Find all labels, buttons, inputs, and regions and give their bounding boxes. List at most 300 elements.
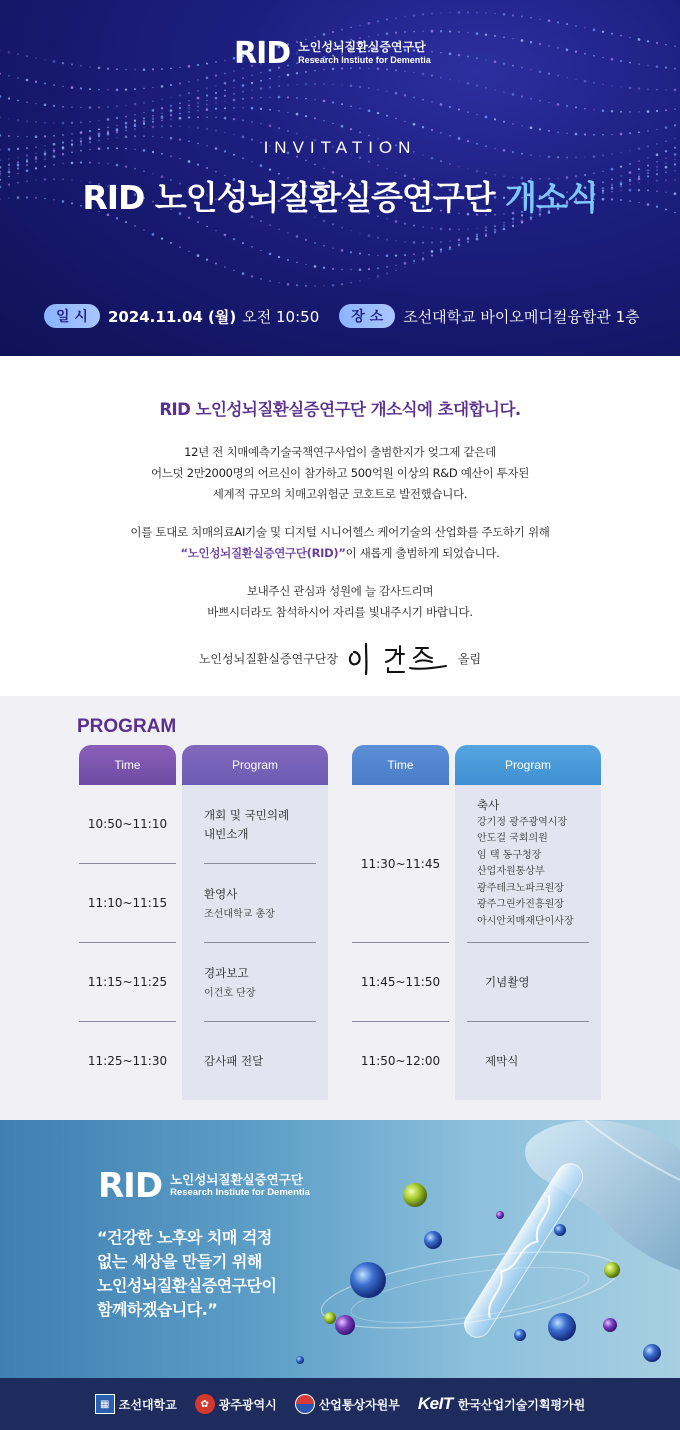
wave-dot <box>215 61 217 63</box>
wave-dot <box>611 85 613 87</box>
wave-dot <box>44 159 45 160</box>
wave-dot <box>386 239 388 241</box>
wave-dot <box>584 108 586 110</box>
wave-dot <box>440 76 442 78</box>
wave-dot <box>107 118 110 121</box>
wave-dot <box>512 14 514 16</box>
wave-dot <box>278 127 280 129</box>
wave-dot <box>233 87 234 88</box>
wave-dot <box>215 130 217 132</box>
wave-dot <box>323 168 324 169</box>
wave-dot <box>422 241 424 243</box>
wave-dot <box>287 84 289 86</box>
wave-dot <box>161 113 162 114</box>
wave-dot <box>17 119 20 122</box>
wave-dot <box>449 12 450 13</box>
wave-dot <box>422 252 423 253</box>
wave-dot <box>440 52 441 53</box>
university-emblem-icon: ▦ <box>95 1394 115 1414</box>
wave-dot <box>269 124 272 127</box>
wave-dot <box>656 65 659 68</box>
wave-dot <box>35 161 37 163</box>
wave-dot <box>215 230 216 231</box>
wave-dot <box>296 113 299 116</box>
wave-dot <box>611 134 612 135</box>
wave-dot <box>377 89 379 91</box>
wave-dot <box>89 130 91 132</box>
wave-dot <box>449 106 451 108</box>
wave-dot <box>62 163 63 164</box>
wave-dot <box>26 159 28 161</box>
wave-dot <box>26 101 28 103</box>
wave-dot <box>377 20 379 22</box>
wave-dot <box>251 82 253 84</box>
wave-dot <box>125 166 127 168</box>
wave-dot <box>422 258 425 261</box>
wave-dot <box>422 73 425 76</box>
wave-dot <box>395 269 397 271</box>
wave-dot <box>647 88 649 90</box>
wave-dot <box>422 99 424 101</box>
wave-dot <box>143 112 144 113</box>
logo-name-en: Research Instiute for Dementia <box>298 55 431 66</box>
wave-dot <box>305 83 308 86</box>
wave-dot <box>521 16 523 18</box>
wave-dot <box>116 125 117 126</box>
wave-dot <box>188 100 189 101</box>
wave-dot <box>323 120 325 122</box>
wave-dot <box>638 131 640 133</box>
wave-dot <box>575 106 577 108</box>
wave-dot <box>647 110 650 113</box>
body-line: 어느덧 2만2000명의 어르신이 참가하고 500억원 이상의 R&D 예산이 투자된 <box>150 466 530 480</box>
wave-dot <box>125 127 126 128</box>
wave-dot <box>287 74 290 77</box>
wave-dot <box>503 225 505 227</box>
wave-dot <box>197 79 198 80</box>
wave-dot <box>404 262 407 265</box>
wave-dot <box>359 86 361 88</box>
wave-dot <box>350 84 353 87</box>
wave-dot <box>8 167 9 168</box>
wave-dot <box>8 169 10 171</box>
wave-dot <box>152 100 154 102</box>
wave-dot <box>215 102 217 104</box>
wave-dot <box>377 267 379 269</box>
program-cell: 감사패 전달 <box>204 1054 264 1068</box>
wave-dot <box>395 265 396 266</box>
wave-dot <box>629 37 630 38</box>
wave-dot <box>665 162 667 164</box>
wave-dot <box>359 233 360 234</box>
wave-dot <box>170 109 173 112</box>
wave-dot <box>278 256 280 258</box>
wave-dot <box>71 122 73 124</box>
wave-dot <box>557 131 559 133</box>
body-line: 이를 토대로 치매의료AI기술 및 디지털 시니어헬스 케어기술의 산업화를 주도하기 위해 <box>130 525 550 539</box>
wave-dot <box>197 163 199 165</box>
wave-dot <box>224 266 226 268</box>
wave-dot <box>314 164 316 166</box>
wave-dot <box>566 77 568 79</box>
wave-dot <box>161 125 163 127</box>
wave-dot <box>503 121 505 123</box>
wave-dot <box>521 220 524 223</box>
wave-dot <box>440 250 442 252</box>
wave-dot <box>224 107 226 109</box>
wave-dot <box>89 121 91 123</box>
wave-dot <box>431 74 433 76</box>
wave-dot <box>413 253 415 255</box>
wave-dot <box>269 97 270 98</box>
wave-dot <box>350 251 352 253</box>
wave-dot <box>620 86 621 87</box>
wave-dot <box>98 89 100 91</box>
wave-dot <box>566 133 567 134</box>
wave-dot <box>8 51 11 54</box>
wave-dot <box>368 160 370 162</box>
wave-dot <box>404 31 406 33</box>
wave-dot <box>485 59 486 60</box>
wave-dot <box>494 118 496 120</box>
program-table-right <box>352 745 601 1100</box>
wave-dot <box>17 161 19 163</box>
wave-dot <box>44 122 46 124</box>
time-cell: 11:45~11:50 <box>360 975 441 989</box>
wave-dot <box>431 228 432 229</box>
body-line: 12년 전 치매예측기술국책연구사업이 출범한지가 엊그제 같은데 <box>184 445 496 459</box>
wave-dot <box>404 121 405 122</box>
wave-dot <box>332 123 333 124</box>
wave-dot <box>269 280 271 282</box>
wave-dot <box>134 103 137 106</box>
wave-dot <box>440 228 443 231</box>
wave-dot <box>485 226 488 229</box>
wave-dot <box>350 105 352 107</box>
wave-dot <box>485 229 487 231</box>
wave-dot <box>17 167 19 169</box>
wave-dot <box>188 251 189 252</box>
highlight-org-name: “노인성뇌질환실증연구단(RID)” <box>180 546 346 560</box>
wave-dot <box>458 238 461 241</box>
wave-dot <box>431 254 433 256</box>
wave-dot <box>368 268 370 270</box>
wave-dot <box>467 237 470 240</box>
wave-dot <box>269 224 271 226</box>
wave-dot <box>386 19 388 21</box>
wave-dot <box>314 83 316 85</box>
wave-dot <box>431 101 432 102</box>
wave-dot <box>224 117 227 120</box>
wave-dot <box>224 95 226 97</box>
wave-dot <box>548 130 550 132</box>
wave-dot <box>251 275 253 277</box>
wave-dot <box>458 242 459 243</box>
wave-dot <box>188 65 191 68</box>
wave-dot <box>53 105 55 107</box>
wave-dot <box>278 282 279 283</box>
wave-dot <box>206 88 208 90</box>
wave-dot <box>323 100 326 103</box>
keit-logo-mark: KeIT <box>417 1394 453 1413</box>
wave-dot <box>278 85 280 87</box>
wave-dot <box>8 97 10 99</box>
wave-dot <box>395 17 397 19</box>
wave-dot <box>476 84 478 86</box>
wave-dot <box>485 34 487 36</box>
wave-dot <box>467 168 468 169</box>
wave-dot <box>26 55 28 57</box>
wave-dot <box>359 280 361 282</box>
event-info <box>44 304 640 328</box>
wave-dot <box>179 67 180 68</box>
wave-dot <box>485 235 487 237</box>
wave-dot <box>530 41 532 43</box>
wave-dot <box>179 113 181 115</box>
hero-title-main: RID 노인성뇌질환실증연구단 <box>82 178 495 217</box>
wave-dot <box>332 223 334 225</box>
wave-dot <box>503 92 504 93</box>
wave-dot <box>305 115 307 117</box>
program-cell: 축사 강기정 광주광역시장 안도걸 국회의원 임 택 동구청장 산업자원통상부 광주테크노파크원장 광주그린카진흥원장 아시안치매재단이사장 <box>477 797 574 927</box>
time-cell: 11:50~12:00 <box>360 1054 441 1068</box>
wave-dot <box>107 163 108 164</box>
wave-dot <box>386 272 388 274</box>
wave-dot <box>620 111 622 113</box>
wave-dot <box>161 107 163 109</box>
wave-dot <box>197 116 199 118</box>
wave-dot <box>62 122 65 125</box>
wave-dot <box>404 16 405 17</box>
wave-dot <box>395 220 398 223</box>
wave-dot <box>251 246 253 248</box>
wave-dot <box>206 116 208 118</box>
wave-dot <box>413 260 415 262</box>
wave-dot <box>233 79 235 81</box>
wave-dot <box>431 242 433 244</box>
wave-dot <box>359 25 360 26</box>
wave-dot <box>143 68 146 71</box>
wave-dot <box>476 12 478 14</box>
wave-dot <box>530 98 532 100</box>
sponsor-motie: 산업통상자원부 <box>295 1394 400 1414</box>
wave-dot <box>485 233 486 234</box>
wave-dot <box>395 118 397 120</box>
wave-dot <box>215 97 218 100</box>
signature-line <box>0 640 680 676</box>
wave-dot <box>656 165 658 167</box>
wave-dot <box>656 129 657 130</box>
wave-dot <box>179 83 181 85</box>
wave-dot <box>116 105 118 107</box>
wave-dot <box>161 68 163 70</box>
closing-quote: “건강한 노후와 치매 걱정 없는 세상을 만들기 위해 노인성뇌질환실증연구단이 함께하겠습니다.” <box>97 1228 277 1319</box>
wave-dot <box>296 235 299 238</box>
wave-dot <box>566 105 568 107</box>
signer-title: 노인성뇌질환실증연구단장 <box>198 651 338 666</box>
wave-dot <box>422 13 424 15</box>
wave-dot <box>197 126 200 129</box>
body-line: 바쁘시더라도 참석하시어 자리를 빛내주시기 바랍니다. <box>207 605 473 619</box>
wave-dot <box>260 164 263 167</box>
wave-dot <box>368 87 370 89</box>
wave-dot <box>161 85 164 88</box>
wave-dot <box>152 87 153 88</box>
wave-dot <box>188 126 189 127</box>
wave-dot <box>359 131 361 133</box>
wave-dot <box>368 254 370 256</box>
wave-dot <box>593 82 595 84</box>
wave-dot <box>386 254 389 257</box>
invitation-heading: RID 노인성뇌질환실증연구단 개소식에 초대합니다. <box>159 400 521 419</box>
wave-dot <box>242 119 244 121</box>
sponsor-footer <box>0 1378 680 1430</box>
wave-dot <box>620 60 622 62</box>
wave-dot <box>71 162 74 165</box>
wave-dot <box>629 111 631 113</box>
wave-dot <box>332 284 335 287</box>
rid-logo-mark: RID <box>234 36 291 71</box>
wave-dot <box>260 72 261 73</box>
wave-dot <box>548 73 550 75</box>
wave-dot <box>143 117 145 119</box>
wave-dot <box>449 163 451 165</box>
wave-dot <box>170 68 172 70</box>
wave-dot <box>440 30 442 32</box>
handwritten-signature <box>346 640 450 676</box>
wave-dot <box>440 248 442 250</box>
wave-dot <box>341 227 343 229</box>
wave-dot <box>611 168 614 171</box>
wave-dot <box>512 93 515 96</box>
wave-dot <box>638 38 641 41</box>
wave-dot <box>674 163 676 165</box>
wave-dot <box>26 164 28 166</box>
wave-dot <box>431 13 433 15</box>
wave-dot <box>323 245 325 247</box>
government-emblem-icon <box>295 1394 315 1414</box>
place-label-pill: 장 소 <box>339 304 395 328</box>
wave-dot <box>269 78 271 80</box>
wave-dot <box>494 226 496 228</box>
wave-dot <box>674 46 675 47</box>
wave-dot <box>152 68 154 70</box>
wave-dot <box>278 228 280 230</box>
wave-dot <box>17 53 19 55</box>
wave-dot <box>386 32 389 35</box>
wave-dot <box>422 126 424 128</box>
wave-dot <box>638 160 640 162</box>
wave-dot <box>539 70 542 73</box>
wave-dot <box>170 125 172 127</box>
wave-dot <box>143 123 145 125</box>
wave-dot <box>386 266 388 268</box>
wave-dot <box>53 84 55 86</box>
wave-dot <box>206 100 207 101</box>
wave-dot <box>134 225 136 227</box>
wave-dot <box>188 116 190 118</box>
wave-dot <box>53 135 55 137</box>
wave-dot <box>458 109 460 111</box>
wave-dot <box>503 228 505 230</box>
wave-dot <box>98 128 100 130</box>
wave-dot <box>224 132 226 134</box>
wave-dot <box>215 262 217 264</box>
wave-dot <box>386 115 388 117</box>
wave-dot <box>188 107 191 110</box>
wave-dot <box>170 119 171 120</box>
wave-dot <box>557 21 559 23</box>
wave-dot <box>539 100 541 102</box>
wave-dot <box>170 114 172 116</box>
wave-dot <box>143 230 144 231</box>
wave-dot <box>8 75 10 77</box>
wave-dot <box>17 165 19 167</box>
wave-dot <box>62 86 63 87</box>
wave-dot <box>287 232 288 233</box>
wave-dot <box>296 262 298 264</box>
wave-dot <box>98 67 101 70</box>
wave-dot <box>494 89 496 91</box>
wave-dot <box>98 162 100 164</box>
wave-dot <box>107 89 108 90</box>
wave-dot <box>170 242 172 244</box>
wave-dot <box>305 71 307 73</box>
wave-dot <box>395 254 397 256</box>
wave-dot <box>431 250 434 253</box>
wave-dot <box>377 255 378 256</box>
wave-dot <box>296 133 298 135</box>
wave-dot <box>548 45 550 47</box>
wave-dot <box>674 89 677 92</box>
wave-dot <box>287 283 290 286</box>
wave-dot <box>161 116 164 119</box>
wave-dot <box>242 84 245 87</box>
wave-dot <box>251 97 253 99</box>
program-cell: 기념촬영 <box>485 975 530 989</box>
wave-dot <box>341 29 343 31</box>
wave-dot <box>449 246 451 248</box>
wave-dot <box>287 130 289 132</box>
wave-dot <box>314 99 315 100</box>
wave-dot <box>197 221 199 223</box>
wave-dot <box>125 122 128 125</box>
wave-dot <box>206 258 208 260</box>
wave-dot <box>170 84 172 86</box>
wave-dot <box>647 130 649 132</box>
logo-name-en: Research Instiute for Dementia <box>170 1186 310 1198</box>
wave-dot <box>143 102 145 104</box>
wave-dot <box>377 164 379 166</box>
wave-dot <box>557 75 559 77</box>
wave-dot <box>206 63 208 65</box>
rid-logo-mark: RID <box>98 1166 163 1206</box>
wave-dot <box>233 99 236 102</box>
wave-dot <box>539 128 541 130</box>
wave-dot <box>413 14 416 17</box>
wave-dot <box>440 12 442 14</box>
wave-dot <box>602 134 604 136</box>
wave-dot <box>332 268 334 270</box>
wave-dot <box>359 253 361 255</box>
wave-dot <box>584 53 586 55</box>
wave-dot <box>611 58 614 61</box>
wave-dot <box>458 11 461 14</box>
wave-dot <box>314 285 316 287</box>
wave-dot <box>206 128 208 130</box>
wave-dot <box>134 124 137 127</box>
wave-dot <box>584 27 585 28</box>
